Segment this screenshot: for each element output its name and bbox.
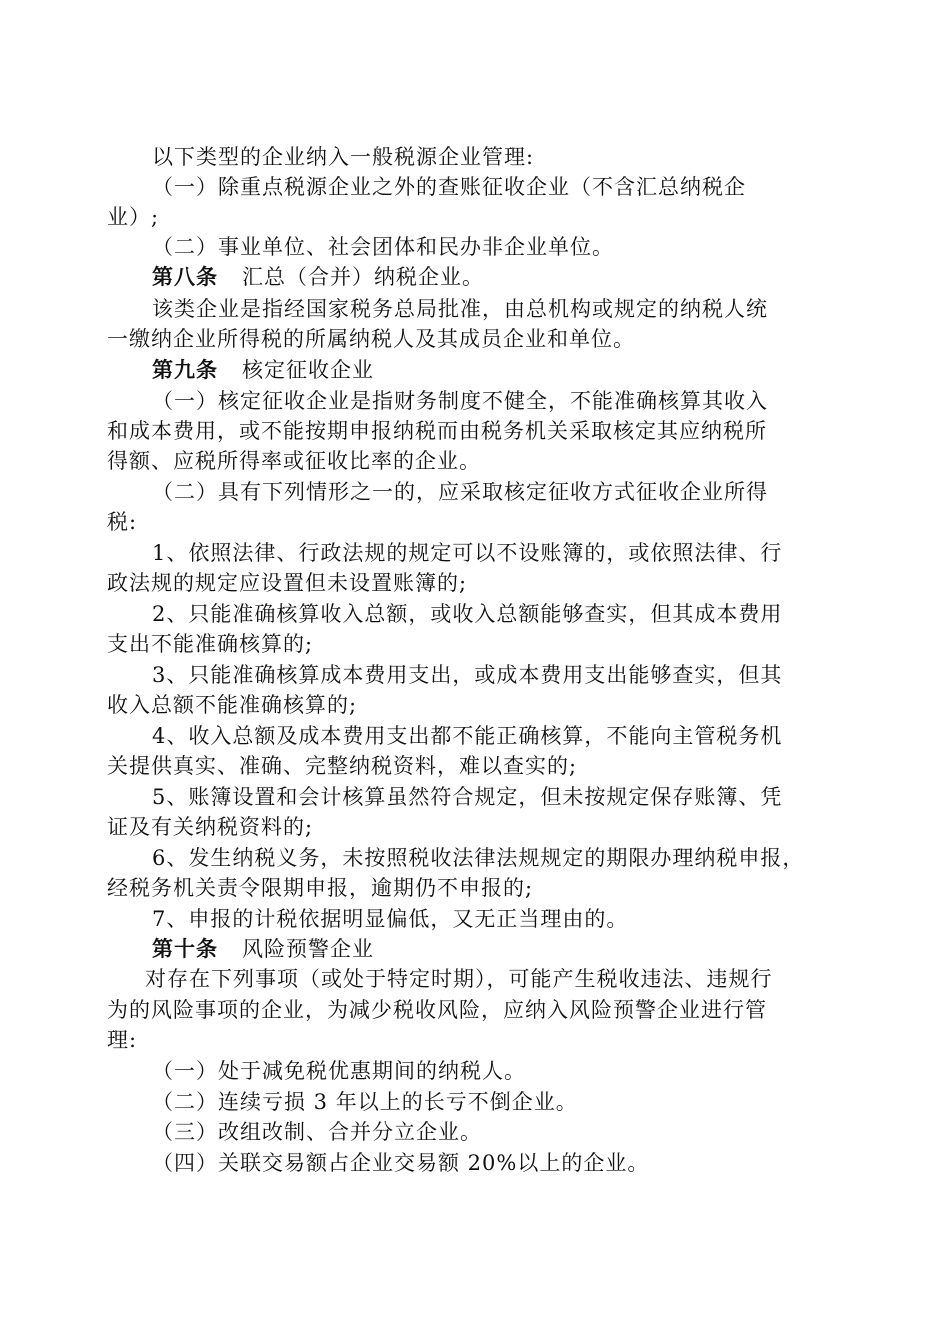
paragraph-line: （一）除重点税源企业之外的查账征收企业（不含汇总纳税企 — [152, 175, 746, 199]
list-item-line: 收入总额不能准确核算的; — [107, 693, 358, 717]
list-item-line: 7、申报的计税依据明显偏低，又无正当理由的。 — [152, 907, 629, 931]
article-number: 第十条 — [152, 936, 218, 961]
list-item-line: （二）连续亏损 3 年以上的长亏不倒企业。 — [152, 1090, 578, 1114]
list-item-line: （一）处于减免税优惠期间的纳税人。 — [152, 1059, 526, 1083]
article-10-heading — [152, 934, 374, 964]
paragraph-line: （二）事业单位、社会团体和民办非企业单位。 — [152, 235, 614, 259]
list-item-line: （四）关联交易额占企业交易额 20%以上的企业。 — [152, 1151, 650, 1175]
article-number: 第八条 — [152, 264, 218, 289]
article-8-heading — [152, 262, 484, 292]
paragraph-line: 对存在下列事项（或处于特定时期），可能产生税收违法、违规行 — [145, 967, 773, 991]
paragraph-line: 业）; — [107, 205, 160, 229]
list-item-line: 1、依照法律、行政法规的规定可以不设账簿的，或依照法律、行 — [152, 541, 783, 565]
paragraph-line: 以下类型的企业纳入一般税源企业管理: — [152, 145, 535, 169]
list-item-line: 证及有关纳税资料的; — [107, 815, 314, 839]
article-number: 第九条 — [152, 357, 218, 382]
list-item-line: 2、只能准确核算收入总额，或收入总额能够查实，但其成本费用 — [152, 602, 783, 626]
list-item-line: 3、只能准确核算成本费用支出，或成本费用支出能够查实，但其 — [152, 663, 783, 687]
list-item-line: 关提供真实、准确、完整纳税资料，难以查实的; — [107, 754, 578, 778]
paragraph-line: 理: — [107, 1028, 138, 1052]
paragraph-line: 得额、应税所得率或征收比率的企业。 — [107, 449, 481, 473]
paragraph-line: 该类企业是指经国家税务总局批准，由总机构或规定的纳税人统 — [152, 297, 768, 321]
list-item-line: 支出不能准确核算的; — [107, 632, 314, 656]
article-title: 风险预警企业 — [242, 937, 374, 961]
paragraph-line: （一）核定征收企业是指财务制度不健全，不能准确核算其收入 — [152, 389, 768, 413]
paragraph-line: 税: — [107, 510, 138, 534]
article-9-heading — [152, 355, 374, 385]
paragraph-line: （二）具有下列情形之一的，应采取核定征收方式征收企业所得 — [152, 480, 768, 504]
paragraph-line: 和成本费用，或不能按期申报纳税而由税务机关采取核定其应纳税所 — [107, 419, 767, 443]
list-item-line: 6、发生纳税义务，未按照税收法律法规规定的期限办理纳税申报， — [152, 846, 805, 870]
list-item-line: 政法规的规定应设置但未设置账簿的; — [107, 571, 468, 595]
paragraph-line: 一缴纳企业所得税的所属纳税人及其成员企业和单位。 — [107, 327, 635, 351]
list-item-line: 4、收入总额及成本费用支出都不能正确核算，不能向主管税务机 — [152, 724, 783, 748]
article-title: 核定征收企业 — [242, 358, 374, 382]
paragraph-line: 为的风险事项的企业，为减少税收风险，应纳入风险预警企业进行管 — [107, 998, 767, 1022]
list-item-line: 经税务机关责令限期申报，逾期仍不申报的; — [107, 876, 534, 900]
list-item-line: （三）改组改制、合并分立企业。 — [152, 1120, 482, 1144]
article-title: 汇总（合并）纳税企业。 — [242, 265, 484, 289]
list-item-line: 5、账簿设置和会计核算虽然符合规定，但未按规定保存账簿、凭 — [152, 785, 783, 809]
